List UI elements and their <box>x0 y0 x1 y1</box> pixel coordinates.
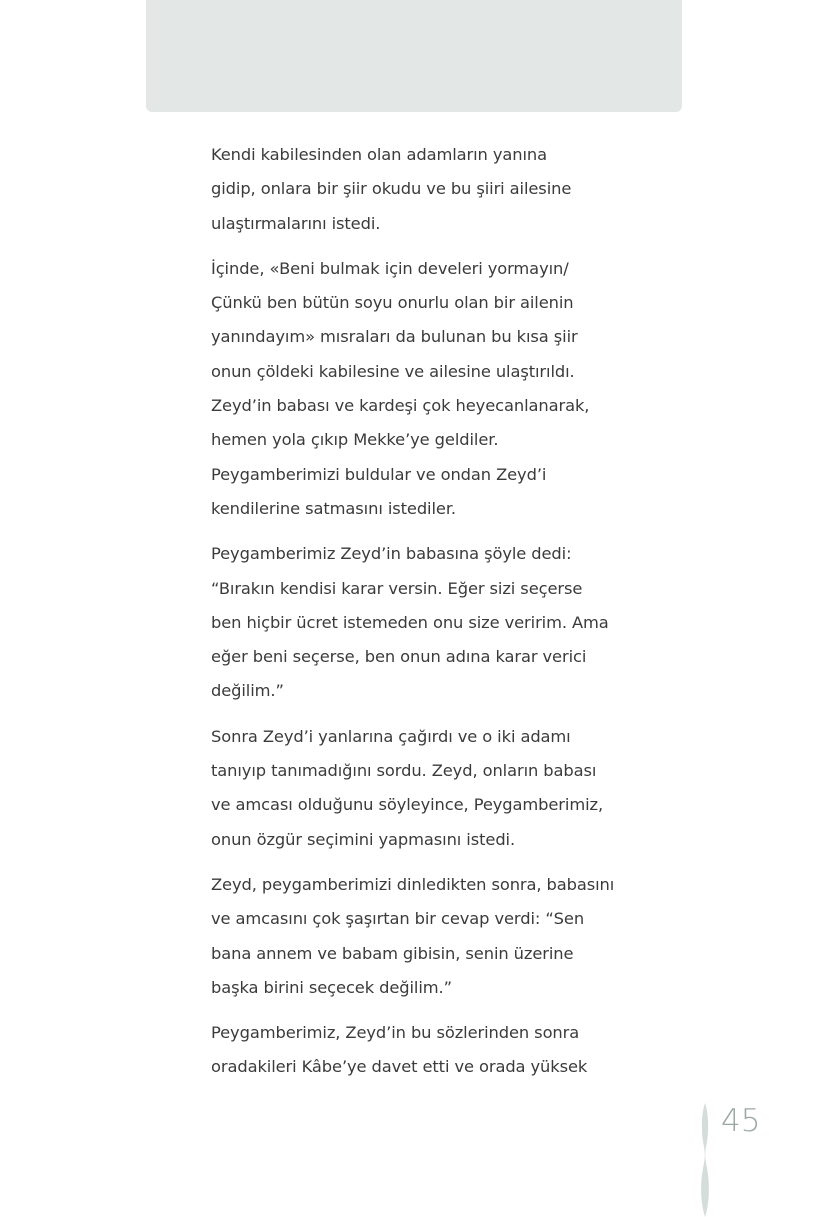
text-line: Peygamberimiz Zeyd’in babasına şöyle dedi: <box>211 544 572 564</box>
text-line: Peygamberimiz, Zeyd’in bu sözlerinden sonra <box>211 1023 580 1043</box>
image-placeholder-box <box>146 0 682 112</box>
text-line: Zeyd, peygamberimizi dinledikten sonra, babasını <box>211 874 615 894</box>
text-line: “Bırakın kendisi karar versin. Eğer sizi seçerse <box>211 578 583 598</box>
text-line: ben hiçbir ücret istemeden onu size veririm. Ama <box>211 612 609 632</box>
text-line: Zeyd’in babası ve kardeşi çok heyecanlanarak, <box>211 396 590 416</box>
text-line: onun özgür seçimini yapmasını istedi. <box>211 829 516 849</box>
text-line: değilim.” <box>211 681 284 701</box>
text-line: eğer beni seçerse, ben onun adına karar verici <box>211 647 587 667</box>
text-line: tanıyıp tanımadığını sordu. Zeyd, onların babası <box>211 761 597 781</box>
text-line: başka birini seçecek değilim.” <box>211 977 452 997</box>
text-line: kendilerine satmasını istediler. <box>211 498 456 518</box>
text-line: Sonra Zeyd’i yanlarına çağırdı ve o iki adamı <box>211 726 571 746</box>
text-line: İçinde, «Beni bulmak için develeri yormayın/ <box>211 258 569 278</box>
paragraph <box>211 539 651 710</box>
text-line: ulaştırmalarını istedi. <box>211 213 381 233</box>
text-line: Kendi kabilesinden olan adamların yanına <box>211 145 547 164</box>
text-line: gidip, onlara bir şiir okudu ve bu şiiri ailesine <box>211 179 572 199</box>
paragraph <box>211 1018 651 1087</box>
text-line: hemen yola çıkıp Mekke’ye geldiler. <box>211 430 499 450</box>
page-number: 45 <box>721 1103 761 1139</box>
body-text <box>211 140 651 1098</box>
text-line: ve amcası olduğunu söyleyince, Peygamberimiz, <box>211 795 604 815</box>
paragraph <box>211 722 651 859</box>
text-line: bana annem ve babam gibisin, senin üzerine <box>211 943 574 963</box>
text-line: Peygamberimizi buldular ve ondan Zeyd’i <box>211 464 547 484</box>
paragraph <box>211 870 651 1007</box>
text-line: onun çöldeki kabilesine ve ailesine ulaştırıldı. <box>211 361 575 381</box>
paragraph <box>211 254 651 528</box>
text-line: Çünkü ben bütün soyu onurlu olan bir ailenin <box>211 293 574 313</box>
text-line: ve amcasını çok şaşırtan bir cevap verdi: “Sen <box>211 909 585 929</box>
text-line: oradakileri Kâbe’ye davet etti ve orada yüksek <box>211 1057 588 1077</box>
paragraph <box>211 140 651 243</box>
page-ornament-icon <box>697 1103 713 1217</box>
text-line: yanındayım» mısraları da bulunan bu kısa şiir <box>211 327 578 347</box>
